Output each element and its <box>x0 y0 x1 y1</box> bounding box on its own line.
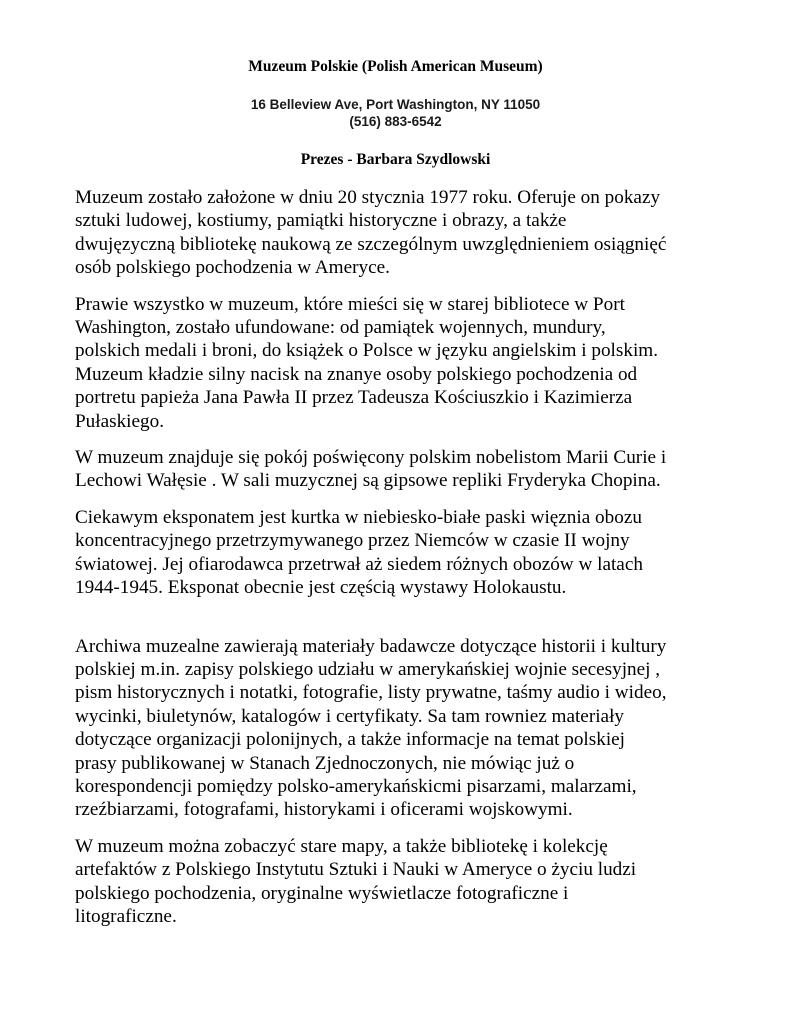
document-title: Muzeum Polskie (Polish American Museum) <box>248 58 543 75</box>
body-text <box>75 186 755 928</box>
paragraph-founding <box>75 186 755 280</box>
paragraph-line: dotyczące organizacji polonijnych, a także informacje na temat polskiej <box>75 729 625 751</box>
paragraph-line: Washington, zostało ufundowane: od pamiątek wojennych, mundury, <box>75 317 606 339</box>
paragraph-nobel-room <box>75 446 755 493</box>
paragraph-line: Lechowi Wałęsie . W sali muzycznej są gipsowe repliki Fryderyka Chopina. <box>75 470 661 492</box>
paragraph-archives <box>75 635 755 822</box>
paragraph-line: osób polskiego pochodzenia w Ameryce. <box>75 257 390 279</box>
paragraph-line: 1944-1945. Eksponat obecnie jest częścią wystawy Holokaustu. <box>75 577 567 599</box>
address-block <box>0 96 791 130</box>
paragraph-line: W muzeum można zobaczyć stare mapy, a także bibliotekę i kolekcję <box>75 835 608 857</box>
paragraph-line: Prawie wszystko w muzeum, które mieści się w starej bibliotece w Port <box>75 293 625 315</box>
paragraph-line: artefaktów z Polskiego Instytutu Sztuki i Nauki w Ameryce o życiu ludzi <box>75 859 637 881</box>
paragraph-line: rzeźbiarzami, fotografami, historykami i oficerami wojskowymi. <box>75 799 573 821</box>
paragraph-line: litograficzne. <box>75 905 177 927</box>
phone-number: (516) 883-6542 <box>349 114 442 129</box>
paragraph-line: dwujęzyczną bibliotekę naukową ze szczególnym uwzględnieniem osiągnięć <box>75 233 667 255</box>
paragraph-line: Pułaskiego. <box>75 410 165 432</box>
paragraph-line: światowej. Jej ofiarodawca przetrwał aż siedem różnych obozów w latach <box>75 553 643 575</box>
paragraph-line: Muzeum zostało założone w dniu 20 stycznia 1977 roku. Oferuje on pokazy <box>75 187 661 208</box>
paragraph-line: pism historycznych i notatki, fotografie, listy prywatne, taśmy audio i wideo, <box>75 682 667 704</box>
street-address: 16 Belleview Ave, Port Washington, NY 11050 <box>250 97 541 112</box>
paragraph-line: polskiej m.in. zapisy polskiego udziału w amerykańskiej wojnie secesyjnej , <box>75 658 661 680</box>
paragraph-line: sztuki ludowej, kostiumy, pamiątki historyczne i obrazy, a także <box>75 210 567 232</box>
paragraph-line: wycinki, biuletynów, katalogów i certyfikaty. Sa tam rowniez materiały <box>75 705 624 727</box>
paragraph-line: koncentracyjnego przetrzymywanego przez Niemców w czasie II wojny <box>75 530 630 552</box>
paragraph-maps <box>75 835 755 929</box>
paragraph-collection <box>75 293 755 433</box>
paragraph-line: Archiwa muzealne zawierają materiały badawcze dotyczące historii i kultury <box>75 635 667 657</box>
president-line: Prezes - Barbara Szydlowski <box>300 151 491 168</box>
paragraph-line: Muzeum kładzie silny nacisk na znanye osoby polskiego pochodzenia od <box>75 363 638 385</box>
paragraph-line: portretu papieża Jana Pawła II przez Tadeusza Kościuszkio i Kazimierza <box>75 387 633 409</box>
paragraph-line: korespondencji pomiędzy polsko-amerykańskicmi pisarzami, malarzami, <box>75 775 637 797</box>
paragraph-line: prasy publikowanej w Stanach Zjednoczonych, nie mówiąc już o <box>75 752 575 774</box>
paragraph-line: polskiego pochodzenia, oryginalne wyświetlacze fotograficzne i <box>75 882 569 904</box>
paragraph-line: W muzeum znajduje się pokój poświęcony polskim nobelistom Marii Curie i <box>75 447 667 469</box>
paragraph-line: polskich medali i broni, do książek o Polsce w języku angielskim i polskim. <box>75 340 658 362</box>
paragraph-exhibit <box>75 506 755 600</box>
paragraph-line: Ciekawym eksponatem jest kurtka w niebiesko-białe paski więznia obozu <box>75 506 642 528</box>
